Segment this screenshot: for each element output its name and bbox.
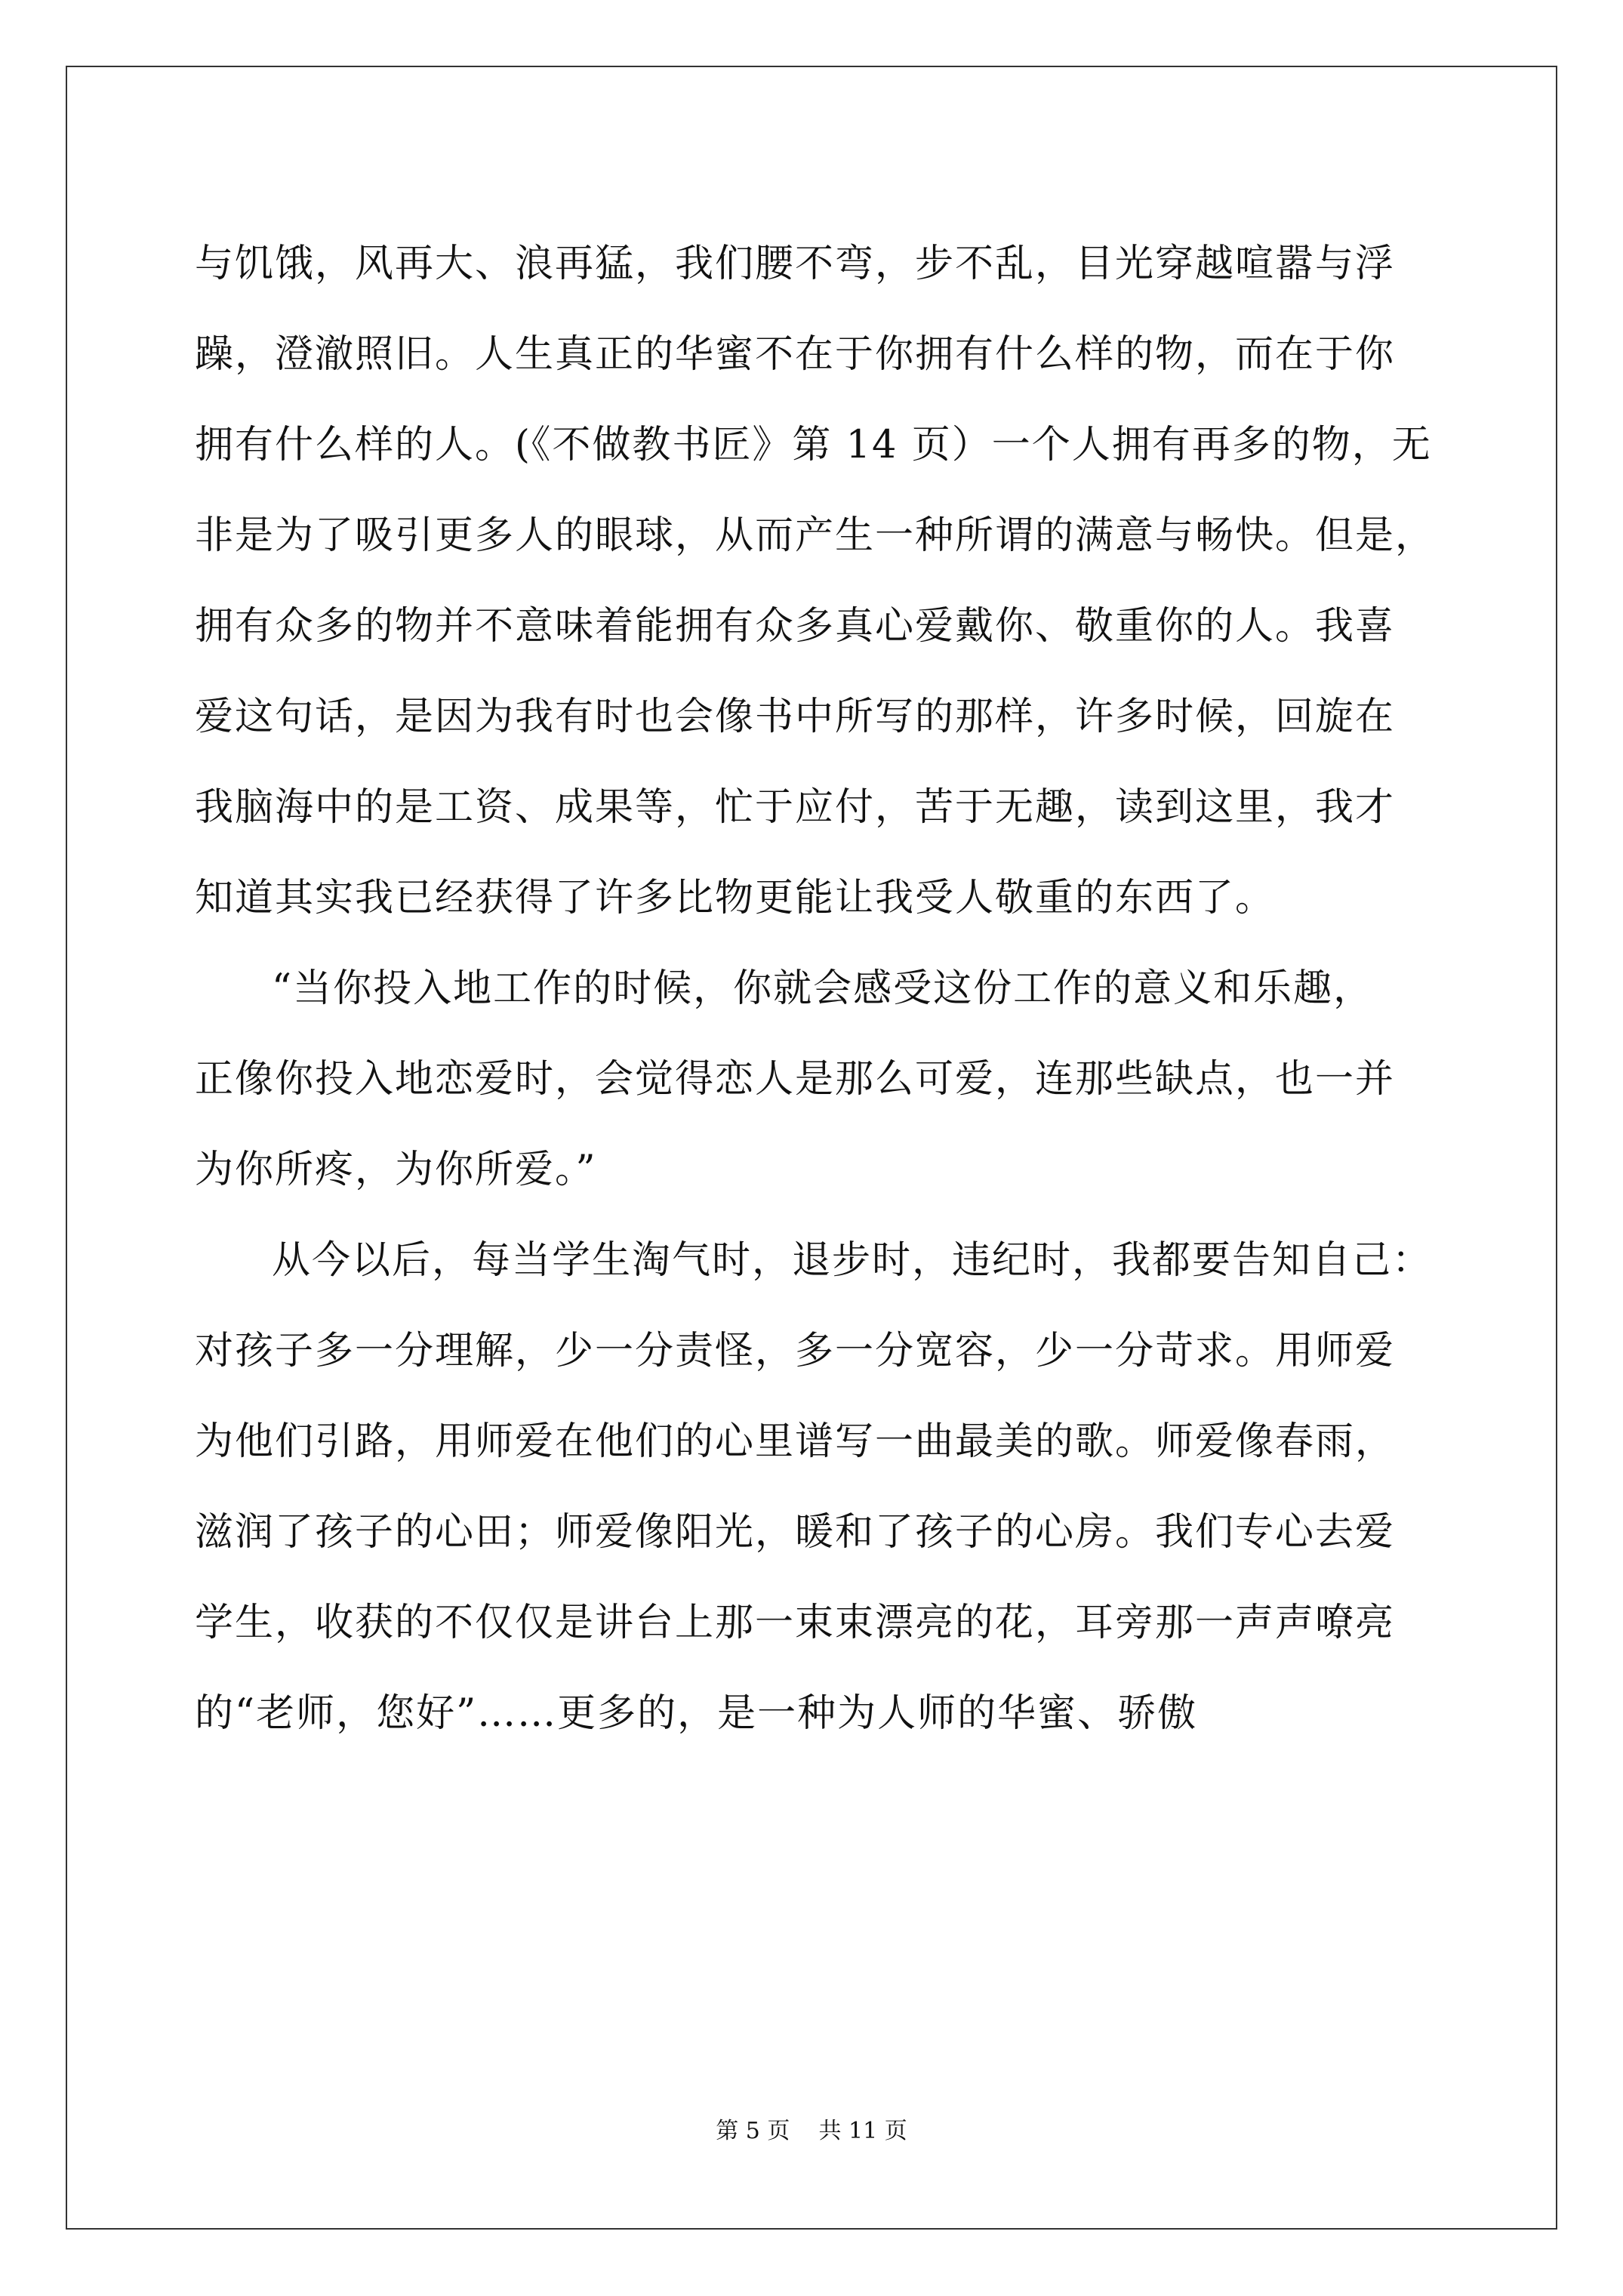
text-line: 为他们引路，用师爱在他们的心里谱写一曲最美的歌。师爱像春雨， xyxy=(195,1419,1396,1464)
text-line: 我脑海中的是工资、成果等，忙于应付，苦于无趣，读到这里，我才 xyxy=(195,785,1396,830)
text-line: 爱这句话，是因为我有时也会像书中所写的那样，许多时候，回旋在 xyxy=(195,695,1396,739)
text-line: 正像你投入地恋爱时，会觉得恋人是那么可爱，连那些缺点，也一并 xyxy=(195,1057,1396,1102)
text-line: 非是为了吸引更多人的眼球，从而产生一种所谓的满意与畅快。但是， xyxy=(195,513,1436,558)
text-line: 的“老师，您好”……更多的，是一种为人师的华蜜、骄傲 xyxy=(195,1691,1198,1736)
paragraph-first-line: “当你投入地工作的时候，你就会感受这份工作的意义和乐趣， xyxy=(272,966,1374,1011)
body-text xyxy=(195,219,1436,1759)
text-line: 躁，澄澈照旧。人生真正的华蜜不在于你拥有什么样的物，而在于你 xyxy=(195,332,1396,377)
text-line: 学生，收获的不仅仅是讲台上那一束束漂亮的花，耳旁那一声声嘹亮 xyxy=(195,1601,1396,1645)
text-line: 拥有众多的物并不意味着能拥有众多真心爱戴你、敬重你的人。我喜 xyxy=(195,604,1396,649)
text-line: 滋润了孩子的心田；师爱像阳光，暖和了孩子的心房。我们专心去爱 xyxy=(195,1510,1396,1555)
text-line: 为你所疼，为你所爱。” xyxy=(195,1148,597,1192)
page-number-footer: 第 5 页 共 11 页 xyxy=(716,2118,907,2144)
text-line: 拥有什么样的人。(《不做教书匠》第 14 页）一个人拥有再多的物，无 xyxy=(195,423,1432,467)
text-line: 对孩子多一分理解，少一分责怪，多一分宽容，少一分苛求。用师爱 xyxy=(195,1329,1396,1373)
text-line: 知道其实我已经获得了许多比物更能让我受人敬重的东西了。 xyxy=(195,876,1276,920)
paragraph-first-line: 从今以后，每当学生淘气时，退步时，违纪时，我都要告知自己： xyxy=(272,1238,1433,1283)
text-line: 与饥饿，风再大、浪再猛，我们腰不弯，步不乱，目光穿越喧嚣与浮 xyxy=(195,242,1396,286)
